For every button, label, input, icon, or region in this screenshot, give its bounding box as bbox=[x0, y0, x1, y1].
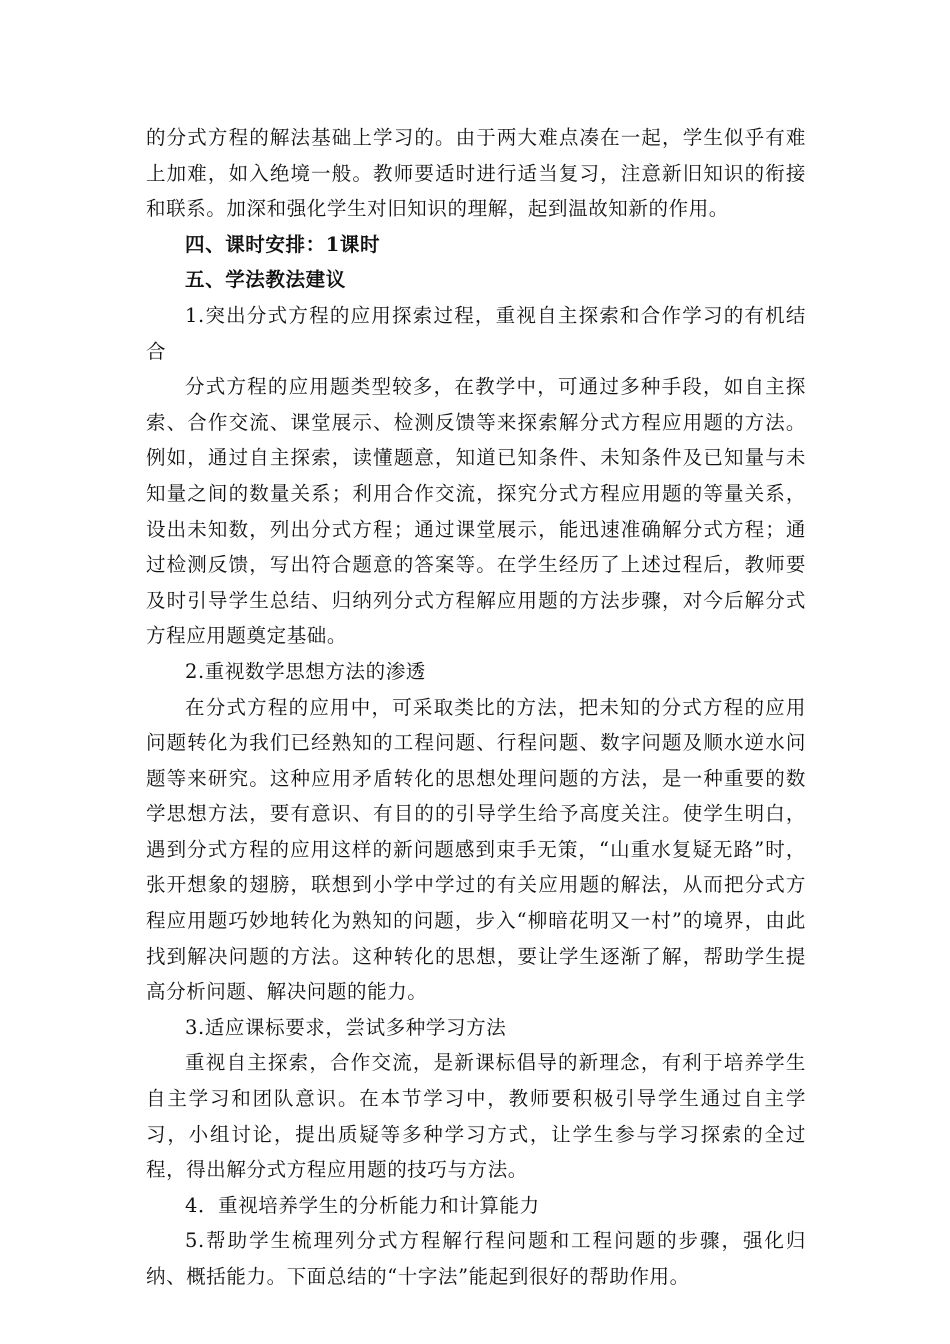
section-heading-schedule: 四、课时安排：1课时 bbox=[185, 232, 381, 256]
subheading-4: 4．重视培养学生的分析能力和计算能力 bbox=[185, 1193, 540, 1217]
section-heading-suggestions: 五、学法教法建议 bbox=[185, 268, 346, 292]
subheading-3: 3.适应课标要求，尝试多种学习方法 bbox=[185, 1015, 507, 1039]
subheading-5: 5.帮助学生梳理列分式方程解行程问题和工程问题的步骤，强化归纳、概括能力。下面总结的“十字法”能起到很好的帮助作用。 bbox=[146, 1229, 806, 1288]
paragraph-body-3: 重视自主探索，合作交流，是新课标倡导的新理念，有利于培养学生自主学习和团队意识。在本节学习中，教师要积极引导学生通过自主学习，小组讨论，提出质疑等多种学习方式，让学生参与学习探索的全过程，得出解分式方程应用题的技巧与方法。 bbox=[146, 1051, 806, 1182]
document-page bbox=[146, 120, 806, 1295]
paragraph-continuation: 的分式方程的解法基础上学习的。由于两大难点凑在一起，学生似乎有难上加难，如入绝境一般。教师要适时进行适当复习，注意新旧知识的衔接和联系。加深和强化学生对旧知识的理解，起到温故知新的作用。 bbox=[146, 126, 806, 221]
paragraph-body-2: 在分式方程的应用中，可采取类比的方法，把未知的分式方程的应用问题转化为我们已经熟知的工程问题、行程问题、数字问题及顺水逆水问题等来研究。这种应用矛盾转化的思想处理问题的方法，是一种重要的数学思想方法，要有意识、有目的的引导学生给予高度关注。使学生明白，遇到分式方程的应用这样的新问题感到束手无策，“山重水复疑无路”时，张开想象的翅膀，联想到小学中学过的有关应用题的解法，从而把分式方程应用题巧妙地转化为熟知的问题，步入“柳暗花明又一村”的境界，由此找到解决问题的方法。这种转化的思想，要让学生逐渐了解，帮助学生提高分析问题、解决问题的能力。 bbox=[146, 695, 806, 1004]
subheading-2: 2.重视数学思想方法的渗透 bbox=[185, 659, 426, 683]
subheading-1: 1.突出分式方程的应用探索过程，重视自主探索和合作学习的有机结合 bbox=[146, 303, 806, 363]
paragraph-body-1: 分式方程的应用题类型较多，在教学中，可通过多种手段，如自主探索、合作交流、课堂展示、检测反馈等来探索解分式方程应用题的方法。例如，通过自主探索，读懂题意，知道已知条件、未知条件及已知量与未知量之间的数量关系；利用合作交流，探究分式方程应用题的等量关系，设出未知数，列出分式方程；通过课堂展示，能迅速准确解分式方程；通过检测反馈，写出符合题意的答案等。在学生经历了上述过程后，教师要及时引导学生总结、归纳列分式方程解应用题的方法步骤，对今后解分式方程应用题奠定基础。 bbox=[146, 375, 806, 648]
